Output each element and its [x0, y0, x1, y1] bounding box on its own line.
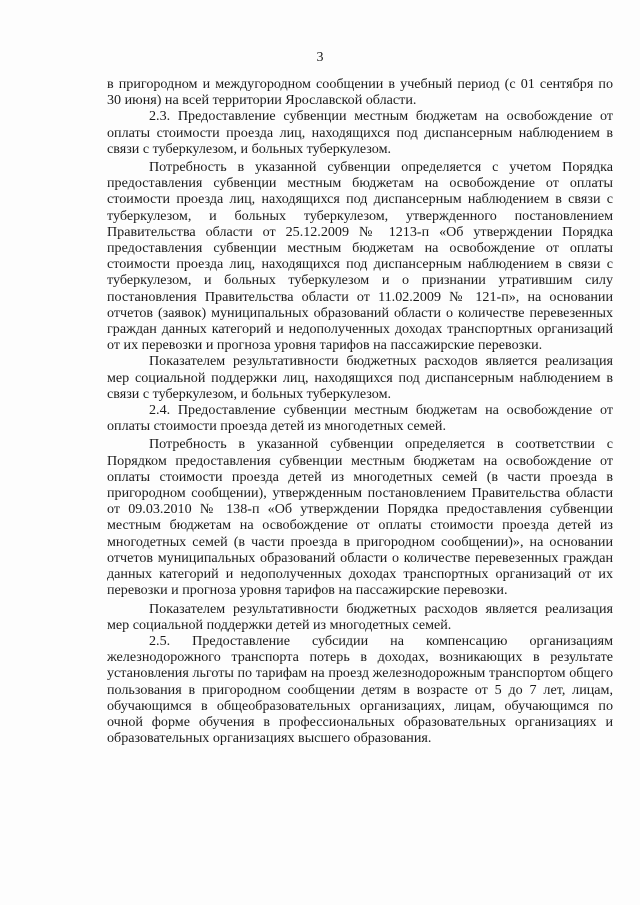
paragraph-section-2-4: 2.4. Предоставление субвенции местным бюджетам на освобождение от оплаты стоимости проезда детей из многодетных семей.: [107, 402, 613, 435]
paragraph-need-2-3: Потребность в указанной субвенции определяется с учетом Порядка предоставления субвенции местным бюджетам на освобождение от оплаты стоимости проезда лиц, находящихся под диспансерным наблюдением в связи с туберкулезом, и больных туберкулезом, утвержденного постановлением Правительства области от 25.12.2009 № 1213-п «Об утверждении Порядка предоставления субвенции местным бюджетам на освобождение от оплаты стоимости проезда лиц, находящихся под диспансерным наблюдением в связи с туберкулезом, и больных туберкулезом и о признании утратившим силу постановления Правительства области от 11.02.2009 № 121-п», на основании отчетов (заявок) муниципальных образований области о количестве перевезенных граждан данных категорий и недополученных доходах транспортных организаций от их перевозки и прогноза уровня тарифов на пассажирские перевозки.: [107, 159, 613, 354]
paragraph-need-2-4: Потребность в указанной субвенции определяется в соответствии с Порядком предоставления субвенции местным бюджетам на освобождение от оплаты стоимости проезда детей из многодетных семей (в части проезда в пригородном сообщении), утвержденным постановлением Правительства области от 09.03.2010 № 138-п «Об утверждении Порядка предоставления субвенции местным бюджетам на освобождение от оплаты стоимости проезда детей из многодетных семей (в части проезда в пригородном сообщении)», на основании отчетов муниципальных образований области о количестве перевезенных граждан данных категорий и недополученных доходах транспортных организаций от их перевозки и прогноза уровня тарифов на пассажирские перевозки.: [107, 436, 613, 599]
paragraph-section-2-3: 2.3. Предоставление субвенции местным бюджетам на освобождение от оплаты стоимости проезда лиц, находящихся под диспансерным наблюдением в связи с туберкулезом, и больных туберкулезом.: [107, 108, 613, 157]
page-number: 3: [316, 50, 324, 65]
paragraph-continuation: в пригородном и междугородном сообщении в учебный период (с 01 сентября по 30 июня) на всей территории Ярославской области.: [107, 76, 613, 109]
paragraph-section-2-5: 2.5. Предоставление субсидии на компенсацию организациям железнодорожного транспорта потерь в доходах, возникающих в результате установления льготы по тарифам на проезд железнодорожным транспортом общего пользования в пригородном сообщении детям в возрасте от 5 до 7 лет, лицам, обучающимся в общеобразовательных организациях, лицам, обучающимся по очной форме обучения в профессиональных образовательных организациях и образовательных организациях высшего образования.: [107, 632, 613, 747]
paragraph-indicator-2-4: Показателем результативности бюджетных расходов является реализация мер социальной поддержки детей из многодетных семей.: [107, 600, 613, 633]
document-body: [107, 76, 613, 746]
paragraph-indicator-2-3: Показателем результативности бюджетных расходов является реализация мер социальной поддержки лиц, находящихся под диспансерным наблюдением в связи с туберкулезом, и больных туберкулезом.: [107, 353, 613, 402]
